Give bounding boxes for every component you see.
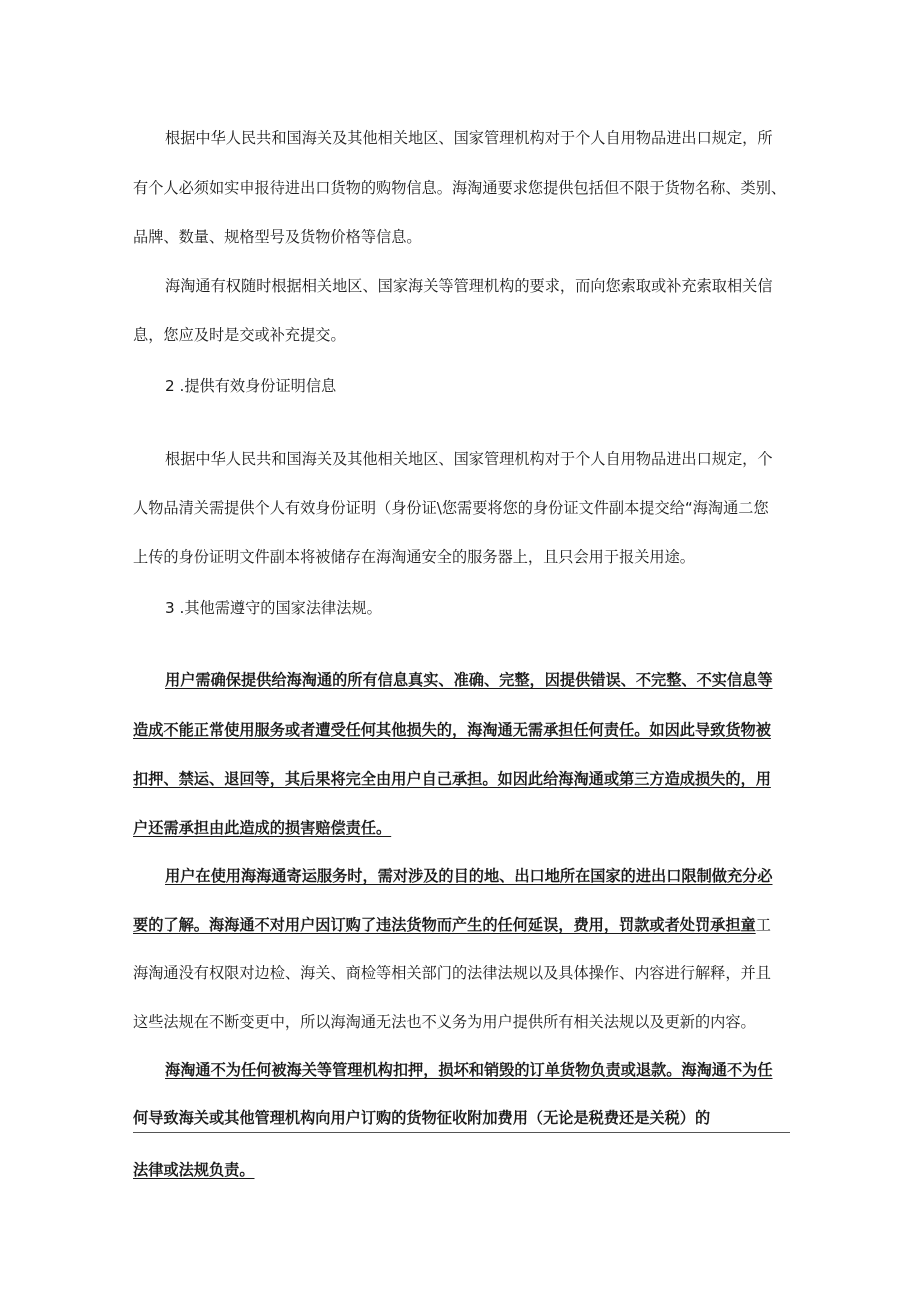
p2-line-1: 海淘通有权随时根据相关地区、国家海关等管理机构的要求，而向您索取或补充索取相关信 bbox=[165, 277, 773, 295]
p4-line-1 bbox=[165, 670, 793, 690]
p3-line-3: 上传的身份证明文件副本将被储存在海淘通安全的服务器上，且只会用于报关用途。 bbox=[133, 548, 695, 566]
p5-line-1-text: 用户在使用海海通寄运服务时，需对涉及的目的地、出口地所在国家的进出口限制做充分必 bbox=[165, 867, 773, 885]
p5-line-1 bbox=[165, 866, 793, 886]
p6-line-1 bbox=[165, 1060, 793, 1080]
p6-line-3-text: 法律或法规负责。 bbox=[133, 1161, 255, 1179]
p6-underline-rule bbox=[133, 1132, 790, 1133]
p4-line-4-text: 户还需承担由此造成的损害赔偿责任。 bbox=[133, 819, 392, 837]
p5-line-3: 海淘通没有权限对边检、海关、商检等相关部门的法律法规以及具体操作、内容进行解释，并且 bbox=[133, 964, 771, 982]
p1-line-3: 品牌、数量、规格型号及货物价格等信息。 bbox=[133, 228, 422, 246]
p5-line-2-tail: 工 bbox=[755, 916, 771, 934]
p6-line-3 bbox=[133, 1160, 793, 1180]
p5-line-2 bbox=[133, 915, 793, 935]
p3-line-2: 人物品清关需提供个人有效身份证明（身份证\您需要将您的身份证文件副本提交给“海淘通二您 bbox=[133, 499, 769, 517]
p4-line-3 bbox=[133, 769, 793, 789]
p6-line-2-text: 何导致海关或其他管理机构向用户订购的货物征收附加费用（无论是税费还是关税）的 bbox=[133, 1109, 711, 1127]
p2-line-2: 息，您应及时是交或补充提交。 bbox=[133, 326, 346, 344]
p3-line-1: 根据中华人民共和国海关及其他相关地区、国家管理机构对于个人自用物品进出口规定，个 bbox=[165, 450, 773, 468]
p4-line-2 bbox=[133, 720, 793, 740]
p6-line-1-text: 海淘通不为任何被海关等管理机构扣押，损坏和销毁的订单货物负责或退款。海淘通不为任 bbox=[165, 1061, 773, 1079]
p6-line-2 bbox=[133, 1108, 793, 1128]
item-3-heading: 3 .其他需遵守的国家法律法规。 bbox=[165, 599, 382, 617]
p1-line-1: 根据中华人民共和国海关及其他相关地区、国家管理机构对于个人自用物品进出口规定，所 bbox=[165, 129, 773, 147]
p5-line-2-text: 要的了解。海海通不对用户因订购了违法货物而产生的任何延误，费用，罚款或者处罚承担童 bbox=[133, 916, 756, 934]
p1-line-2: 有个人必须如实申报待进出口货物的购物信息。海淘通要求您提供包括但不限于货物名称、类别、 bbox=[133, 179, 787, 197]
p4-line-2-text: 造成不能正常使用服务或者遭受任何其他损失的，海淘通无需承担任何责任。如因此导致货物被 bbox=[133, 721, 771, 739]
p4-line-1-text: 用户需确保提供给海淘通的所有信息真实、准确、完整，因提供错误、不完整、不实信息等 bbox=[165, 671, 773, 689]
p4-line-3-text: 扣押、禁运、退回等，其后果将完全由用户自己承担。如因此给海淘通或第三方造成损失的，用 bbox=[133, 770, 771, 788]
p4-line-4 bbox=[133, 818, 793, 838]
p5-line-4: 这些法规在不断变更中，所以海淘通无法也不义务为用户提供所有相关法规以及更新的内容。 bbox=[133, 1013, 756, 1031]
item-2-heading: 2 .提供有效身份证明信息 bbox=[165, 377, 337, 395]
